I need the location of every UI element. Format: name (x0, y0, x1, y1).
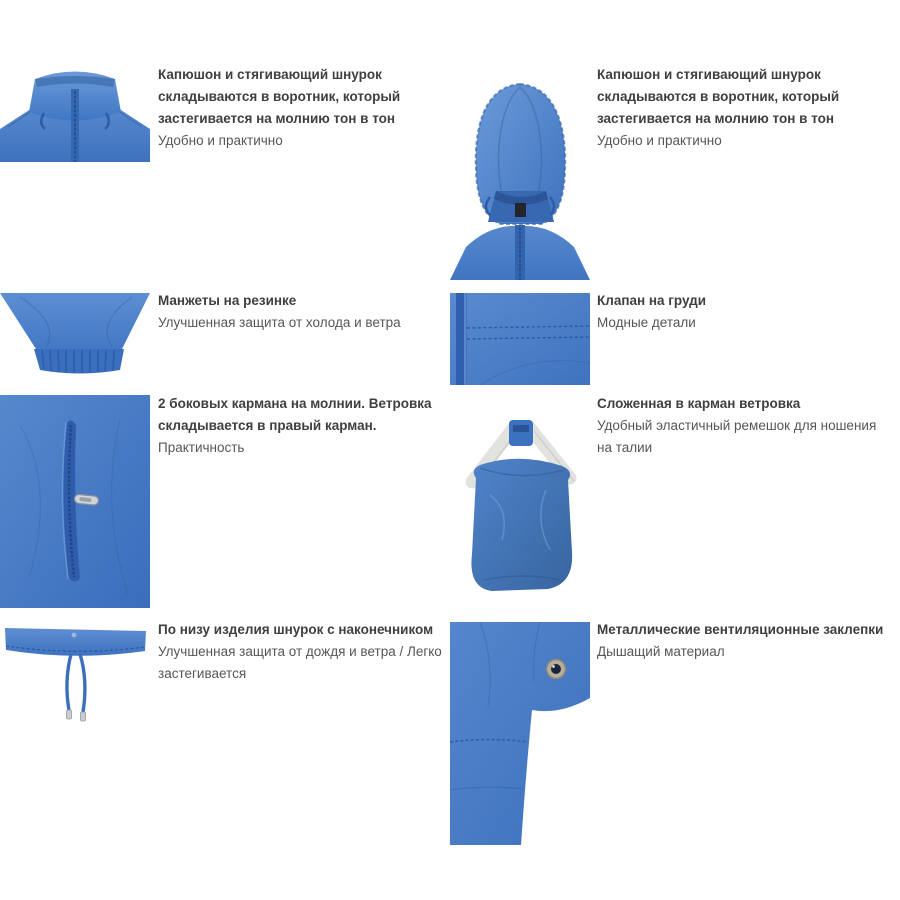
collar-with-tone-zipper-photo (0, 67, 150, 162)
metal-ventilation-rivet-photo (450, 622, 590, 845)
chest-flap-stitching-photo (450, 293, 590, 385)
feature-text-rivets (597, 619, 893, 663)
feature-title: Капюшон и стягивающий шнурок складываются в воротник, который застегивается на молнию тон в тон (597, 67, 840, 126)
feature-title: Сложенная в карман ветровка (597, 396, 801, 411)
feature-title: Металлические вентиляционные заклепки (597, 622, 884, 637)
feature-text-cuffs (158, 290, 464, 334)
feature-title: Клапан на груди (597, 293, 707, 308)
feature-text-hood (597, 64, 893, 152)
feature-text-hem (158, 619, 464, 685)
feature-title: Манжеты на резинке (158, 293, 297, 308)
feature-description: Модные детали (597, 315, 696, 330)
feature-description: Дышащий материал (597, 644, 725, 659)
elastic-cuff-photo (0, 293, 150, 375)
feature-title: По низу изделия шнурок с наконечником (158, 622, 434, 637)
feature-text-packed (597, 393, 893, 459)
feature-description: Улучшенная защита от холода и ветра (158, 315, 401, 330)
hood-with-drawcord-photo (450, 75, 590, 280)
feature-description: Удобно и практично (597, 133, 722, 148)
feature-text-chest-flap (597, 290, 893, 334)
feature-text-collar (158, 64, 464, 152)
feature-description: Улучшенная защита от дождя и ветра / Легко застегивается (158, 644, 442, 681)
hem-drawstring-with-tip-photo (0, 622, 150, 728)
feature-description: Удобный эластичный ремешок для ношения на талии (597, 418, 877, 455)
feature-description: Удобно и практично (158, 133, 283, 148)
feature-text-pockets (158, 393, 464, 459)
feature-title: Капюшон и стягивающий шнурок складываются в воротник, который застегивается на молнию тон в тон (158, 67, 401, 126)
side-zip-pocket-photo (0, 395, 150, 608)
jacket-packed-in-pouch-with-strap-photo (450, 400, 590, 597)
feature-description: Практичность (158, 440, 245, 455)
feature-title: 2 боковых кармана на молнии. Ветровка складывается в правый карман. (158, 396, 432, 433)
